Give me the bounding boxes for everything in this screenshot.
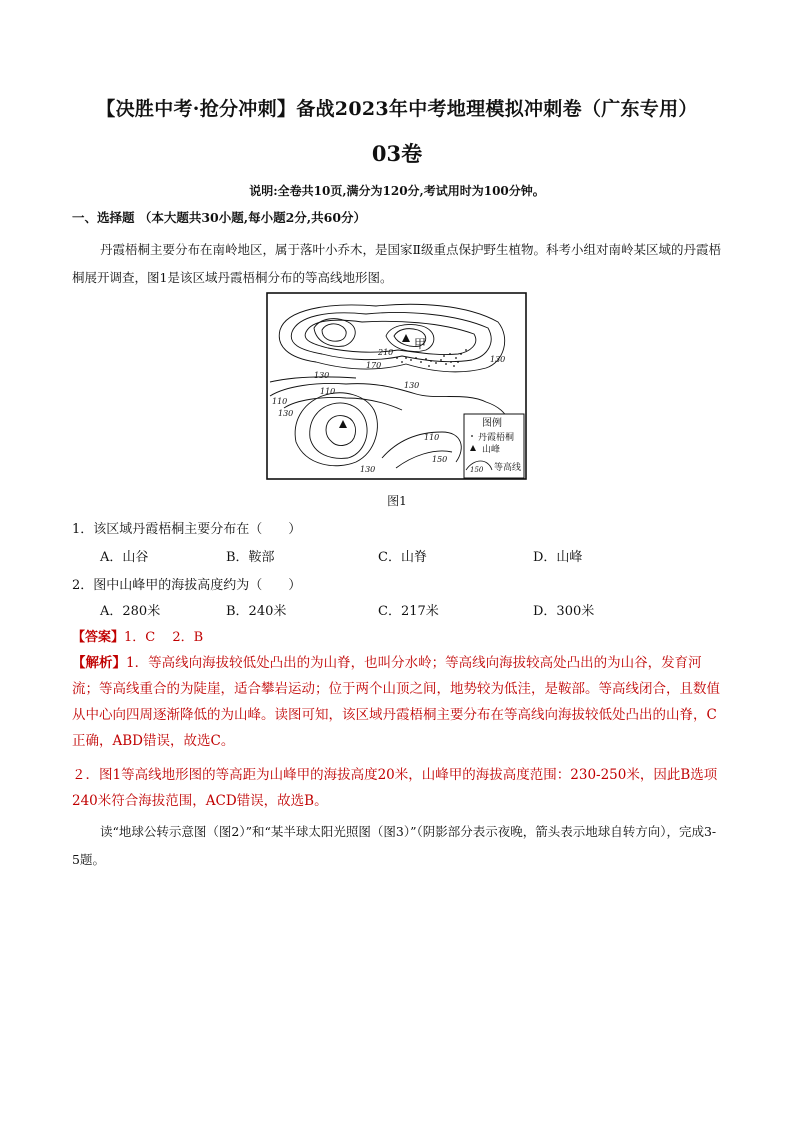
legend-tree: 丹霞梧桐 bbox=[478, 433, 515, 443]
paper-title: 【决胜中考·抢分冲刺】备战2023年中考地理模拟冲刺卷（广东专用） bbox=[96, 98, 698, 120]
answer-line bbox=[72, 626, 203, 645]
legend-contour: 等高线 bbox=[494, 463, 522, 473]
analysis-text-1: 1．等高线向海拔较低处凸出的为山脊，也叫分水岭；等高线向海拔较高处凸出的为山谷，发育河流；等高线重合的为陡崖，适合攀岩运动；位于两个山顶之间，地势较为低洼，是鞍部。等高线闭合，且数值从中心向四周逐渐降低的为山峰。读图可知，该区域丹霞梧桐主要分布在等高线向海拔较低处凸出的山脊，C正确，ABD错误，故选C。 bbox=[72, 655, 720, 749]
analysis-paragraph-1 bbox=[72, 650, 724, 754]
contour-label: 110 bbox=[424, 433, 440, 442]
contour-label: 110 bbox=[272, 397, 288, 406]
question-1-option-b: B．鞍部 bbox=[226, 550, 275, 565]
legend-contour-value: 150 bbox=[470, 466, 484, 474]
question-2-stem: 2．图中山峰甲的海拔高度约为（ ） bbox=[72, 578, 302, 593]
exam-note: 说明:全卷共10页,满分为120分,考试用时为100分钟。 bbox=[249, 184, 545, 198]
analysis-label: 【解析】 bbox=[72, 655, 126, 671]
answer-text: 1．C 2．B bbox=[124, 630, 204, 645]
reading-instruction: 读“地球公转示意图（图2）”和“某半球太阳光照图（图3）”（阴影部分表示夜晚，箭头表示地球自转方向），完成3-5题。 bbox=[72, 824, 717, 867]
peak-label: 甲 bbox=[414, 337, 427, 351]
intro-paragraph: 丹霞梧桐主要分布在南岭地区，属于落叶小乔木，是国家Ⅱ级重点保护野生植物。科考小组对南岭某区域的丹霞梧桐展开调查，图1是该区域丹霞梧桐分布的等高线地形图。 bbox=[72, 242, 721, 285]
contour-label: 130 bbox=[404, 381, 420, 390]
map-legend bbox=[464, 414, 524, 478]
question-2-option-d: D．300米 bbox=[533, 604, 595, 619]
legend-peak: 山峰 bbox=[482, 445, 501, 455]
question-2-option-c: C．217米 bbox=[378, 604, 439, 619]
figure-caption: 图1 bbox=[387, 494, 407, 508]
question-1-stem: 1．该区域丹霞梧桐主要分布在（ ） bbox=[72, 522, 302, 537]
question-1-option-c: C．山脊 bbox=[378, 550, 427, 565]
contour-label: 170 bbox=[366, 361, 382, 370]
question-2-option-a: A．280米 bbox=[100, 604, 161, 619]
contour-label: 130 bbox=[314, 371, 330, 380]
question-1-option-d: D．山峰 bbox=[533, 550, 583, 565]
contour-label: 110 bbox=[320, 387, 336, 396]
legend-tree-dot bbox=[471, 435, 473, 437]
section-heading: 一、选择题 （本大题共30小题,每小题2分,共60分） bbox=[72, 210, 367, 225]
question-1-option-a: A．山谷 bbox=[100, 550, 149, 565]
contour-label: 130 bbox=[278, 409, 294, 418]
contour-label: 210 bbox=[378, 348, 394, 357]
question-2-option-b: B．240米 bbox=[226, 604, 287, 619]
answer-label: 【答案】 bbox=[72, 630, 125, 645]
contour-label: 150 bbox=[432, 455, 448, 464]
paper-subtitle: 03卷 bbox=[371, 141, 423, 166]
contour-label: 130 bbox=[490, 355, 506, 364]
analysis-paragraph-2: ２．图1等高线地形图的等高距为山峰甲的海拔高度20米，山峰甲的海拔高度范围：230-250米，因此B选项240米符合海拔范围，ACD错误，故选B。 bbox=[72, 767, 718, 809]
legend-title: 图例 bbox=[482, 418, 502, 429]
contour-map-figure bbox=[266, 292, 528, 482]
contour-label: 130 bbox=[360, 465, 376, 474]
